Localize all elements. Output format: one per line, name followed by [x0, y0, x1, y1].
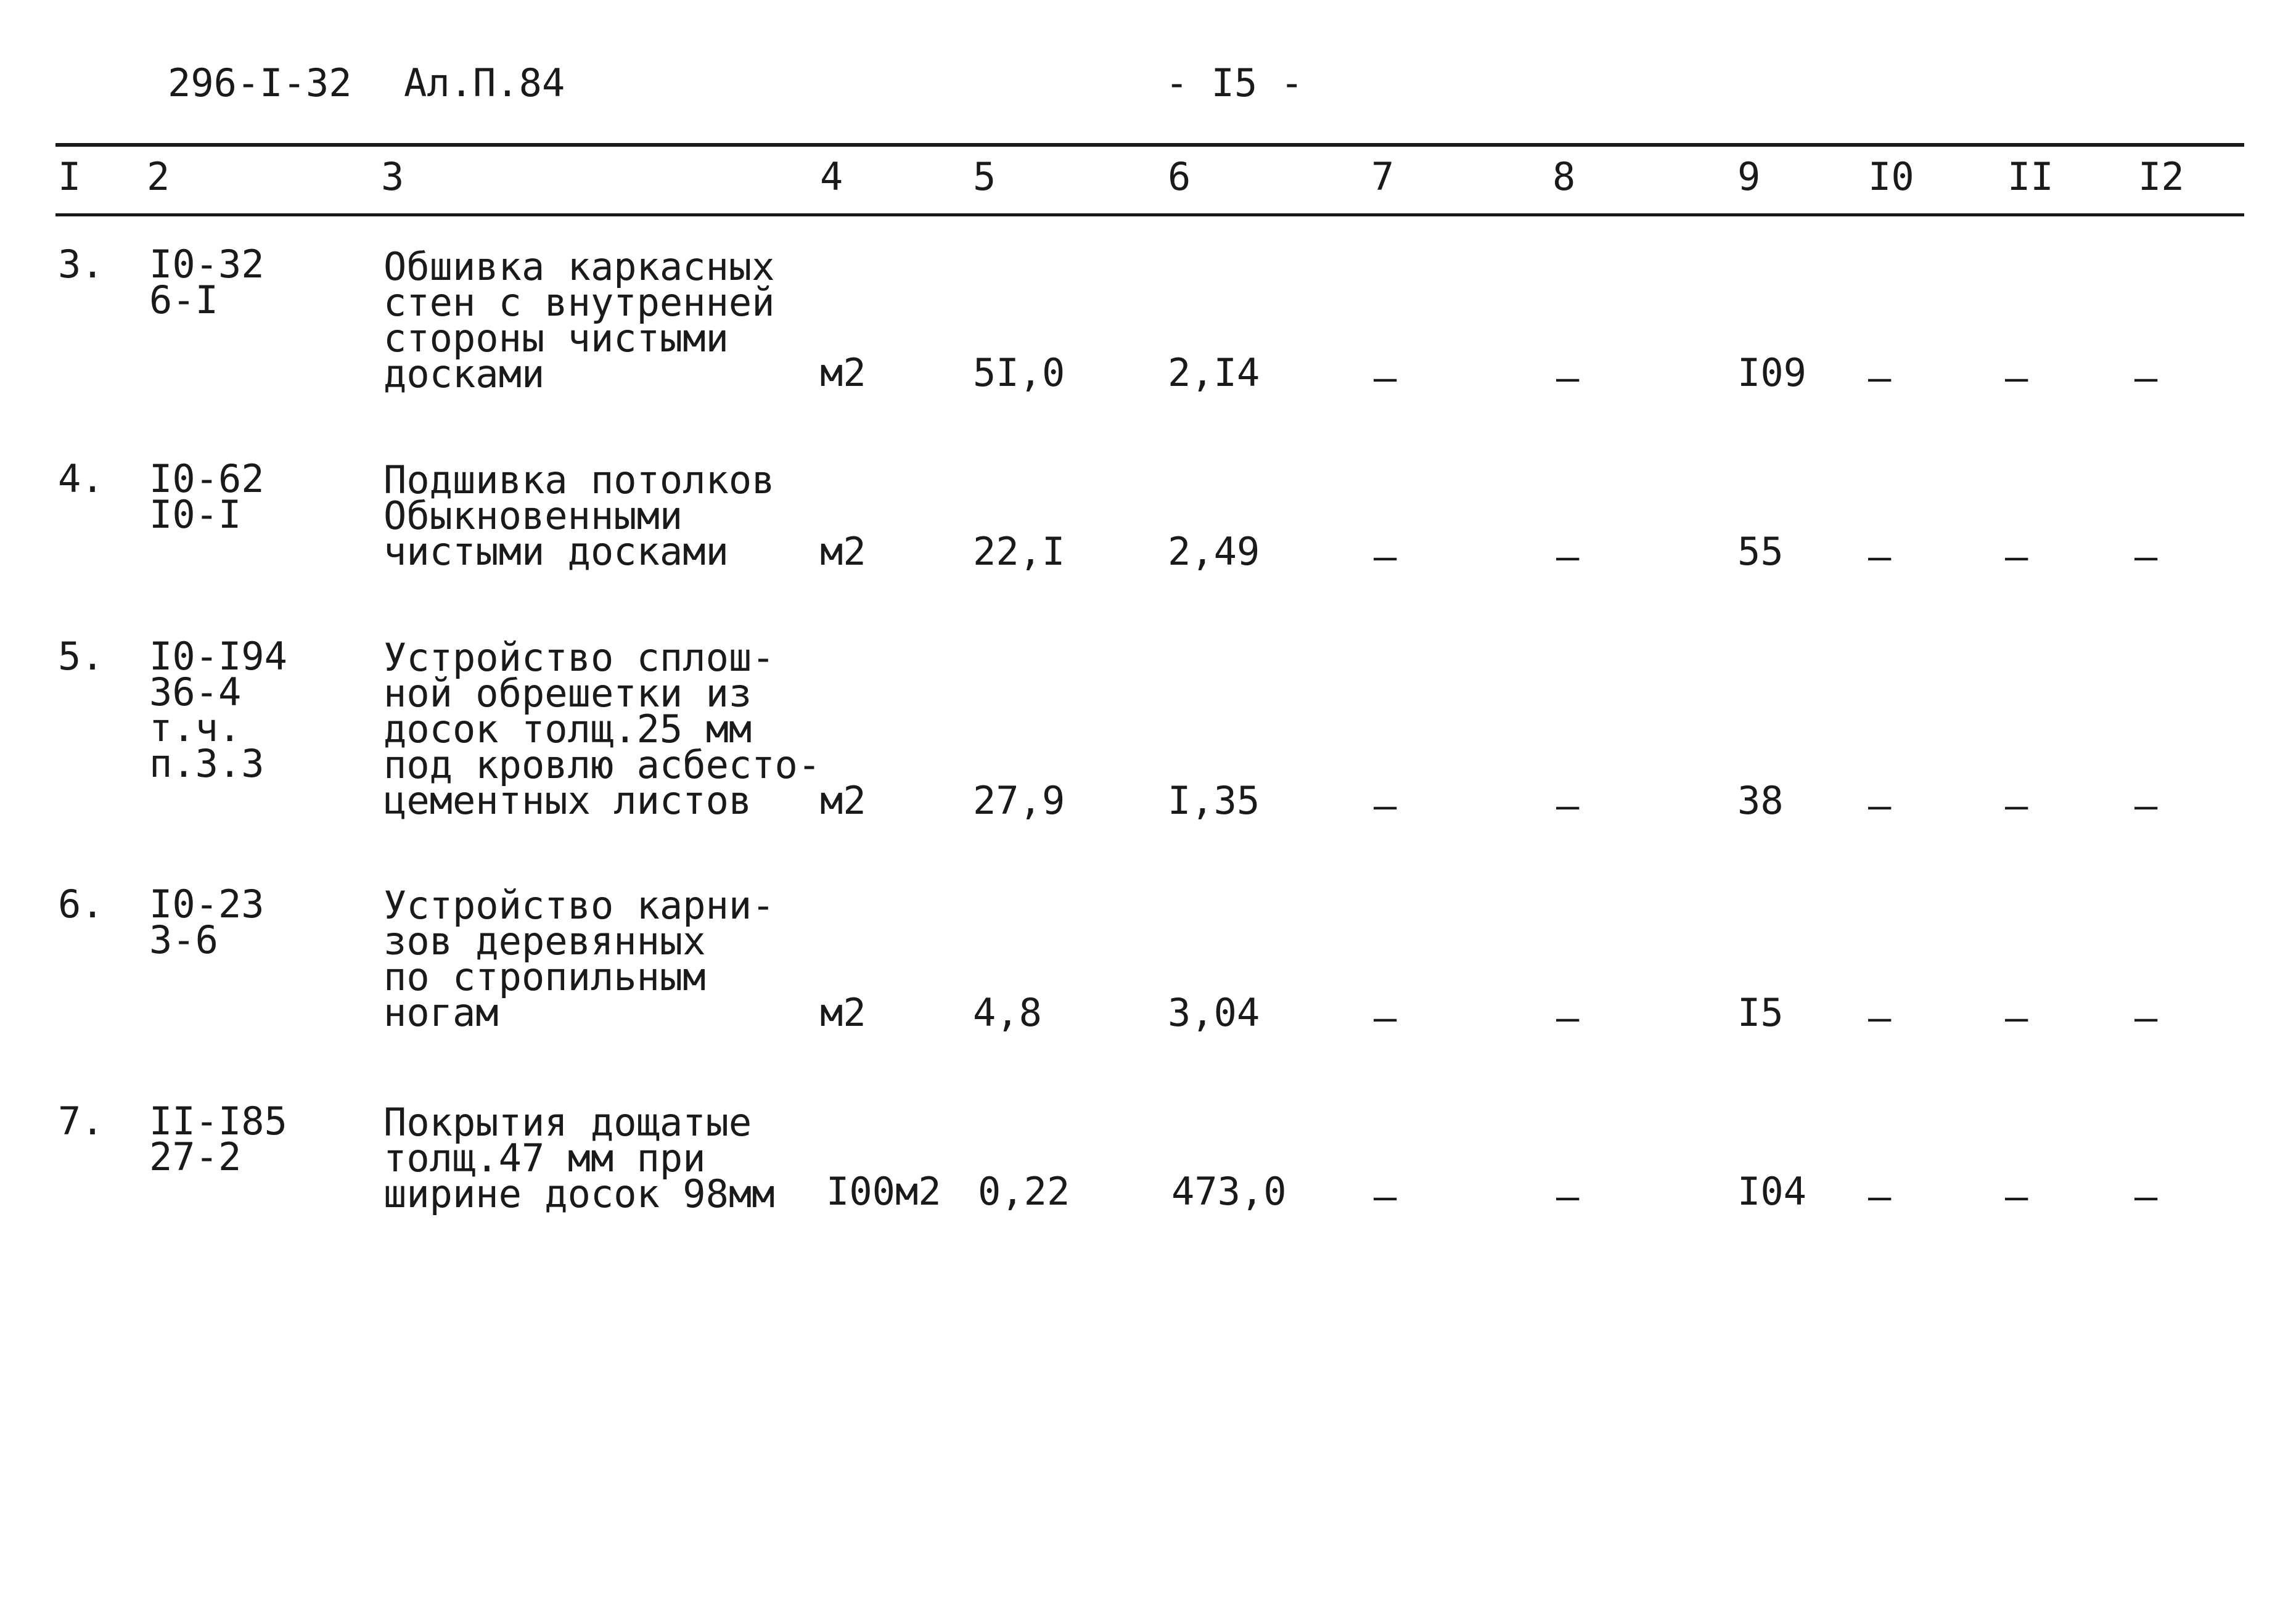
norm-code [149, 1099, 287, 1179]
norm-code-line: 3-6 [149, 917, 218, 962]
album-reference: Ал.П.84 [404, 60, 565, 105]
description-line: Устройство сплош- [383, 635, 775, 680]
col10-value: – [1868, 534, 1892, 579]
col11-value: – [2005, 1174, 2028, 1219]
work-description [383, 457, 775, 574]
col8-value: – [1556, 1174, 1580, 1219]
col9-value: I09 [1737, 350, 1806, 395]
col8-value: – [1556, 995, 1580, 1040]
norm-code [149, 882, 264, 962]
quantity: 27,9 [973, 778, 1065, 823]
norm-code-line: п.3.3 [149, 741, 264, 786]
column-number: 7 [1371, 154, 1395, 199]
col7-value: – [1374, 355, 1397, 400]
unit-price: 473,0 [1171, 1169, 1287, 1214]
col10-value: – [1868, 1174, 1892, 1219]
quantity: 0,22 [978, 1169, 1070, 1214]
unit-price: 2,I4 [1168, 350, 1260, 395]
col10-value: – [1868, 995, 1892, 1040]
column-number: 3 [381, 154, 404, 199]
col7-value: – [1374, 995, 1397, 1040]
description-line: толщ.47 мм при [383, 1136, 706, 1181]
col12-value: – [2134, 534, 2158, 579]
unit-price: 3,04 [1168, 990, 1260, 1035]
norm-code-line: I0-I94 [149, 634, 287, 679]
description-line: досками [383, 351, 545, 396]
work-description [383, 883, 775, 1035]
column-number: I [58, 154, 81, 199]
col8-value: – [1556, 534, 1580, 579]
col12-value: – [2134, 1174, 2158, 1219]
row-number: 5. [58, 634, 104, 679]
col11-value: – [2005, 783, 2028, 828]
quantity: 5I,0 [973, 350, 1065, 395]
col9-value: I04 [1737, 1169, 1806, 1214]
description-line: зов деревянных [383, 919, 706, 964]
quantity: 22,I [973, 529, 1065, 574]
row-number: 7. [58, 1099, 104, 1144]
description-line: Подшивка потолков [383, 457, 775, 502]
col12-value: – [2134, 355, 2158, 400]
unit: м2 [820, 990, 866, 1035]
description-line: ширине досок 98мм [383, 1171, 775, 1216]
col9-value: I5 [1737, 990, 1784, 1035]
description-line: Покрытия дощатые [383, 1100, 752, 1145]
description-line: Обыкновенными [383, 493, 683, 538]
column-number: 4 [820, 154, 843, 199]
norm-code [149, 456, 264, 537]
column-number: 9 [1737, 154, 1761, 199]
col11-value: – [2005, 995, 2028, 1040]
description-line: Обшивка каркасных [383, 244, 775, 289]
work-description [383, 635, 821, 823]
unit-price: I,35 [1168, 778, 1260, 823]
col12-value: – [2134, 995, 2158, 1040]
col11-value: – [2005, 534, 2028, 579]
norm-code-line: 6-I [149, 277, 218, 322]
norm-code-line: I0-23 [149, 882, 264, 927]
col10-value: – [1868, 355, 1892, 400]
col8-value: – [1556, 355, 1580, 400]
description-line: стороны чистыми [383, 316, 729, 361]
norm-code-line: II-I85 [149, 1099, 287, 1144]
description-line: чистыми досками [383, 529, 729, 574]
description-line: ной обрешетки из [383, 671, 752, 716]
description-line: Устройство карни- [383, 883, 775, 928]
row-number: 4. [58, 456, 104, 501]
header-rule-top [55, 143, 2244, 147]
header-rule-bottom [55, 213, 2244, 216]
col7-value: – [1374, 783, 1397, 828]
column-number: 5 [973, 154, 996, 199]
unit-price: 2,49 [1168, 529, 1260, 574]
col9-value: 38 [1737, 778, 1784, 823]
description-line: досок толщ.25 мм [383, 707, 752, 752]
col7-value: – [1374, 534, 1397, 579]
row-number: 6. [58, 882, 104, 927]
doc-code: 296-I-32 [168, 60, 352, 105]
row-number: 3. [58, 242, 104, 287]
page-number: - I5 - [1165, 60, 1303, 105]
column-number: 2 [147, 154, 170, 199]
unit: м2 [820, 778, 866, 823]
col9-value: 55 [1737, 529, 1784, 574]
unit: м2 [820, 529, 866, 574]
col8-value: – [1556, 783, 1580, 828]
col10-value: – [1868, 783, 1892, 828]
description-line: по стропильным [383, 954, 706, 999]
quantity: 4,8 [973, 990, 1042, 1035]
norm-code-line: т.ч. [149, 705, 242, 750]
unit: I00м2 [826, 1169, 941, 1214]
column-number: I2 [2138, 154, 2184, 199]
description-line: цементных листов [383, 778, 752, 823]
norm-code-line: I0-32 [149, 242, 264, 287]
work-description [383, 1100, 775, 1216]
work-description [383, 244, 775, 396]
column-number: 6 [1168, 154, 1191, 199]
norm-code-line: I0-62 [149, 456, 264, 501]
col7-value: – [1374, 1174, 1397, 1219]
unit: м2 [820, 350, 866, 395]
norm-code [149, 242, 264, 322]
col11-value: – [2005, 355, 2028, 400]
description-line: под кровлю асбесто- [383, 742, 821, 787]
norm-code-line: I0-I [149, 492, 242, 537]
column-number: I0 [1868, 154, 1914, 199]
norm-code-line: 36-4 [149, 670, 242, 715]
description-line: стен с внутренней [383, 280, 775, 325]
column-number: 8 [1552, 154, 1576, 199]
col12-value: – [2134, 783, 2158, 828]
norm-code [149, 634, 287, 786]
norm-code-line: 27-2 [149, 1134, 242, 1179]
description-line: ногам [383, 990, 499, 1035]
column-number: II [2007, 154, 2054, 199]
